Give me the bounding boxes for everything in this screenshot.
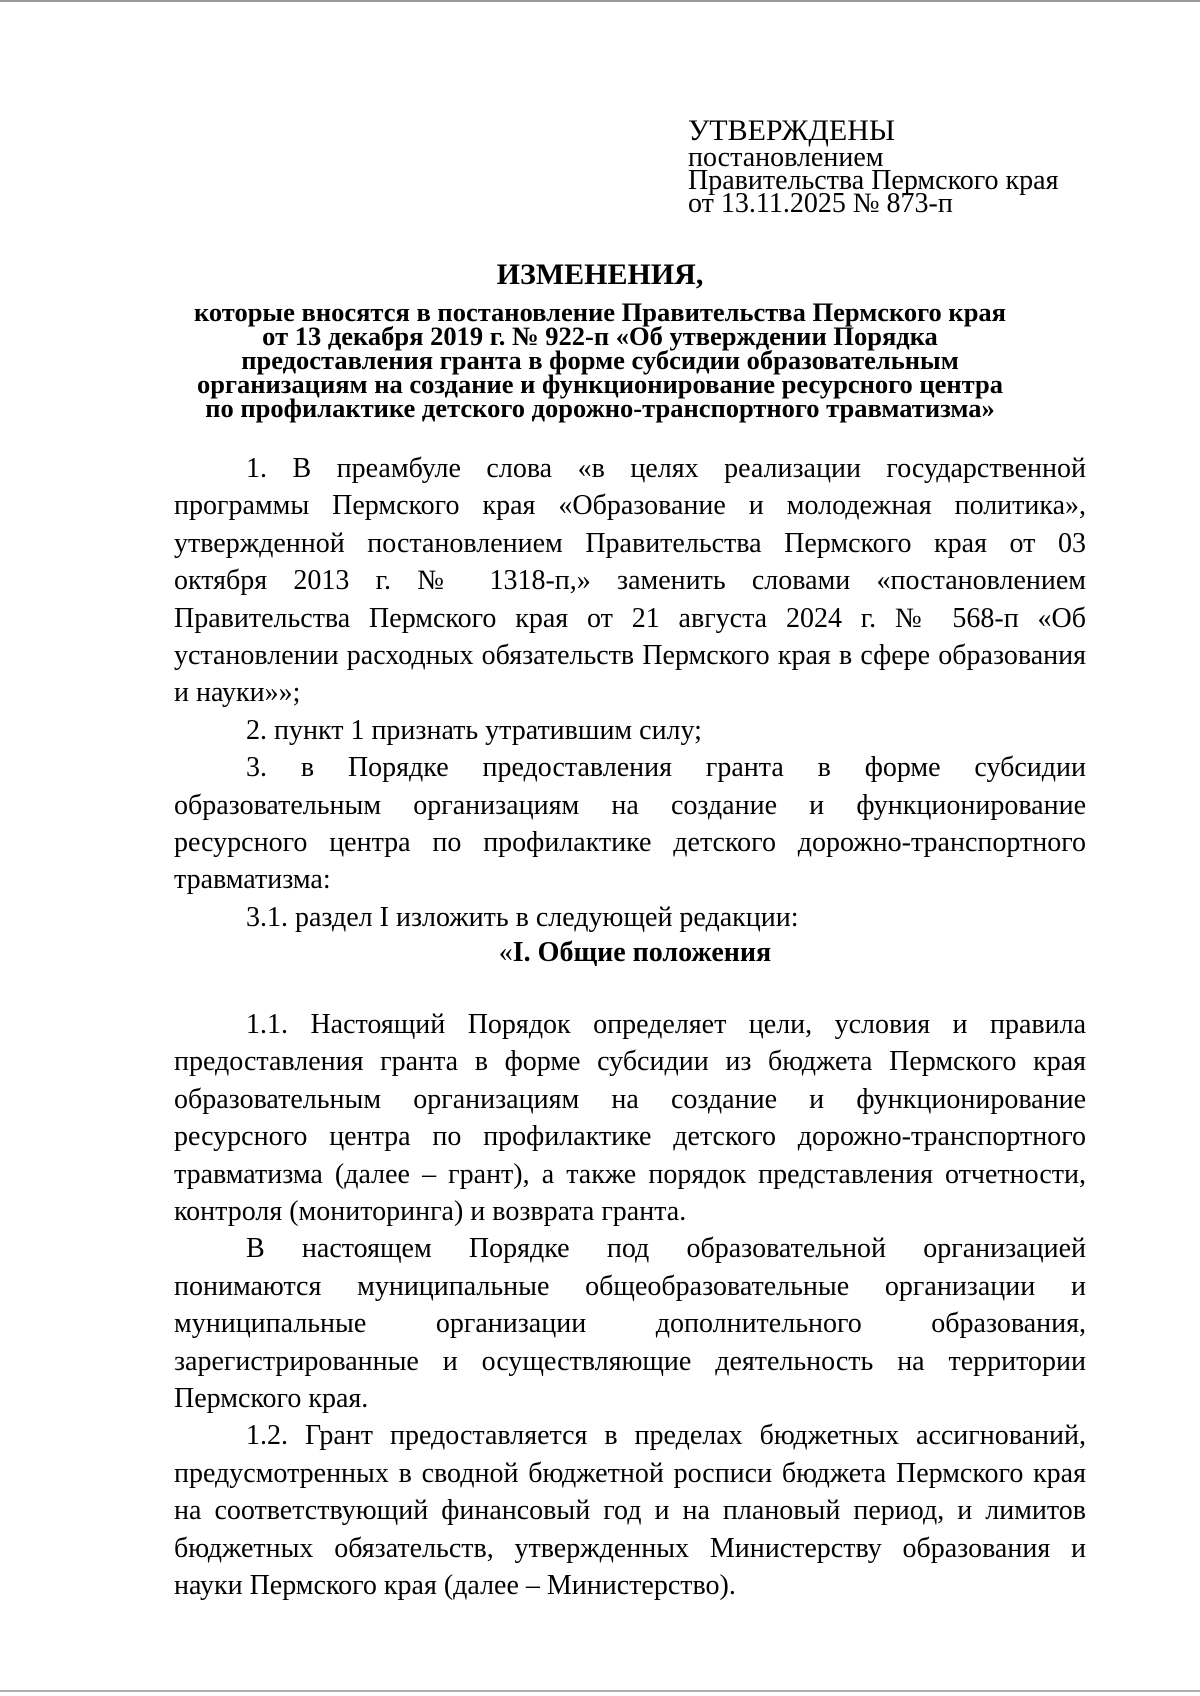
section-heading-text: I. Общие положения [512,937,772,968]
subtitle-line-5: по профилактике детского дорожно-транспортного травматизма» [205,393,995,423]
paragraph-3-1: 3.1. раздел I изложить в следующей редакции: [246,901,799,933]
subtitle-line-3: предоставления гранта в форме субсидии образовательным [241,345,959,375]
paragraph-1-1: 1.1. Настоящий Порядок определяет цели, условия и правила предоставления гранта в форме субсидии из бюджета Пермского края образовательным организациям на создание и функционирование ресурсного центра по профилактике детского дорожно-транспортного травматизма (далее – грант), а также порядок представления отчетности, контроля (мониторинга) и возврата гранта. [174,1009,1086,1228]
approval-line-3: от 13.11.2025 № 873-п [688,188,953,219]
document-title: ИЗМЕНЕНИЯ, [496,258,704,291]
approval-stamp-block [688,114,1128,219]
section-heading [0,934,1200,971]
approved-heading: УТВЕРЖДЕНЫ [688,114,896,147]
subtitle-line-1: которые вносятся в постановление Правительства Пермского края [193,297,1007,327]
paragraph-1-2: 1.2. Грант предоставляется в пределах бюджетных ассигнований, предусмотренных в сводной бюджетной росписи бюджета Пермского края на соответствующий финансовый год и на плановый период, и лимитов бюджетных обязательств, утвержденных Министерству образования и науки Пермского края (далее – Министерство). [174,1420,1086,1602]
subtitle-line-2: от 13 декабря 2019 г. № 922-п «Об утверждении Порядка [262,321,938,351]
paragraph-2: 2. пункт 1 признать утратившим силу; [246,714,702,746]
scan-edge-bottom [0,1690,1200,1692]
scan-edge-top [0,0,1200,2]
approval-line-1: постановлением [688,142,884,173]
section-heading-quote: « [498,937,513,968]
paragraph-3: 3. в Порядке предоставления гранта в форме субсидии образовательным организациям на создание и функционирование ресурсного центра по профилактике детского дорожно-транспортного травматизма: [174,752,1086,896]
body-text-top [174,450,1086,936]
subtitle-line-4: организациям на создание и функционирование ресурсного центра [196,369,1004,399]
paragraph-definition: В настоящем Порядке под образовательной организацией понимаются муниципальные общеобразовательные организации и муниципальные организации дополнительного образования, зарегистрированные и осуществляющие деятельность на территории Пермского края. [174,1233,1086,1415]
approval-line-2: Правительства Пермского края [688,165,1059,196]
document-subtitle [150,297,1050,423]
body-text-bottom [174,1006,1086,1605]
paragraph-1: 1. В преамбуле слова «в целях реализации государственной программы Пермского края «Образование и молодежная политика», утвержденной постановлением Правительства Пермского края от 03 октября 2013 г. № 1318-п,» заменить словами «постановлением Правительства Пермского края от 21 августа 2024 г. № 568-п «Об установлении расходных обязательств Пермского края в сфере образования и науки»»; [174,453,1086,709]
